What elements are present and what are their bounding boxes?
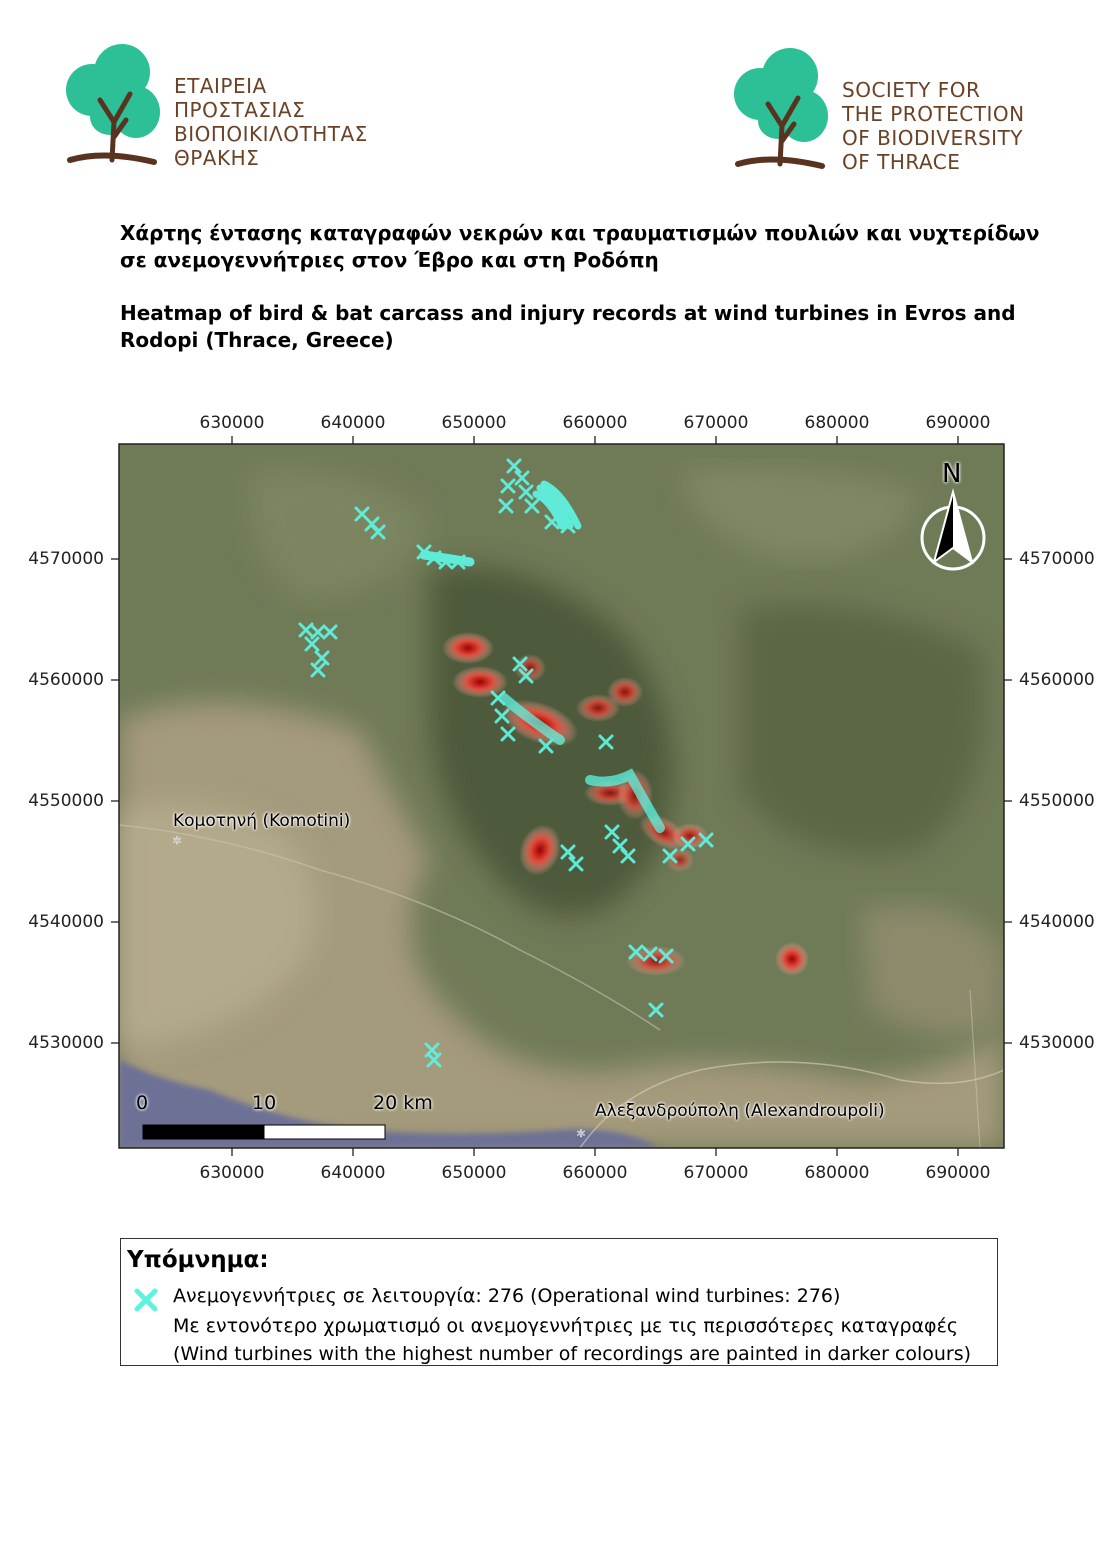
x-tick-bottom: 690000 [925, 1163, 991, 1183]
title-greek [120, 220, 1040, 274]
title-english-line-1: Heatmap of bird & bat carcass and injury records at wind turbines in Evros and [120, 301, 1016, 325]
x-tick-bottom: 680000 [804, 1163, 870, 1183]
legend-note-english: (Wind turbines with the highest number of recordings are painted in darker colours) [173, 1343, 972, 1365]
x-tick-bottom: 640000 [320, 1163, 386, 1183]
legend-turbines: Ανεμογεννήτριες σε λειτουργία: 276 (Operational wind turbines: 276) [173, 1285, 841, 1307]
title-english [120, 300, 1040, 354]
x-tick-bottom: 630000 [199, 1163, 265, 1183]
x-tick-top: 660000 [562, 413, 628, 433]
title-greek-line-2: σε ανεμογεννήτριες στον Έβρο και στη Ροδόπη [120, 248, 659, 272]
alexandroupoli-marker-icon: * [577, 1126, 585, 1145]
x-tick-top: 690000 [925, 413, 991, 433]
y-tick-left: 4530000 [28, 1033, 104, 1053]
x-tick-top: 670000 [683, 413, 749, 433]
logo-right [732, 46, 1062, 176]
y-tick-left: 4540000 [28, 912, 104, 932]
title-greek-line-1: Χάρτης έντασης καταγραφών νεκρών και τραυματισμών πουλιών και νυχτερίδων [120, 221, 1040, 245]
x-tick-bottom: 660000 [562, 1163, 628, 1183]
legend-title: Υπόμνημα: [127, 1247, 269, 1273]
place-label-alexandroupoli: Αλεξανδρούπολη (Alexandroupoli) [595, 1101, 885, 1121]
y-tick-left: 4560000 [28, 670, 104, 690]
logo-right-line-1: SOCIETY FOR [842, 78, 981, 102]
logo-right-line-4: OF THRACE [842, 150, 961, 174]
heat-blob [666, 848, 694, 872]
legend-note-greek: Με εντονότερο χρωματισμό οι ανεμογεννήτριες με τις περισσότερες καταγραφές [173, 1315, 958, 1337]
logo-left [64, 42, 394, 172]
y-tick-left: 4550000 [28, 791, 104, 811]
heat-blob [442, 632, 494, 664]
heat-blob [607, 677, 643, 707]
y-tick-left: 4570000 [28, 549, 104, 569]
tree-logo-icon [732, 46, 832, 171]
x-tick-top: 630000 [199, 413, 265, 433]
scale-label-20: 20 km [373, 1092, 433, 1114]
logo-left-line-1: ΕΤΑΙΡΕΙΑ [174, 74, 267, 98]
map-frame[interactable] [100, 430, 1030, 1165]
place-label-komotini: Κομοτηνή (Komotini) [173, 811, 351, 831]
logo-left-line-2: ΠΡΟΣΤΑΣΙΑΣ [174, 98, 306, 122]
legend-box [120, 1238, 998, 1366]
scale-label-0: 0 [136, 1092, 149, 1114]
scale-bar [143, 1125, 385, 1139]
turbine-cross-icon [133, 1287, 159, 1313]
logo-right-line-2: THE PROTECTION [842, 102, 1025, 126]
tree-logo-icon [64, 42, 164, 167]
north-label: N [942, 459, 962, 489]
logo-right-line-3: OF BIODIVERSITY [842, 126, 1024, 150]
scale-label-10: 10 [252, 1092, 277, 1114]
x-tick-bottom: 670000 [683, 1163, 749, 1183]
heat-blob [514, 654, 546, 682]
y-tick-right: 4530000 [1019, 1033, 1095, 1053]
satellite-basemap [119, 444, 1004, 1148]
x-tick-top: 650000 [441, 413, 507, 433]
y-tick-right: 4570000 [1019, 549, 1095, 569]
x-tick-bottom: 650000 [441, 1163, 507, 1183]
komotini-marker-icon: * [173, 833, 181, 852]
title-english-line-2: Rodopi (Thrace, Greece) [120, 328, 394, 352]
logo-left-line-4: ΘΡΑΚΗΣ [174, 146, 260, 170]
x-tick-top: 680000 [804, 413, 870, 433]
y-tick-right: 4540000 [1019, 912, 1095, 932]
heat-blob [775, 942, 809, 976]
x-tick-top: 640000 [320, 413, 386, 433]
y-tick-right: 4550000 [1019, 791, 1095, 811]
heat-blob [452, 666, 508, 698]
y-tick-right: 4560000 [1019, 670, 1095, 690]
logo-left-line-3: ΒΙΟΠΟΙΚΙΛΟΤΗΤΑΣ [174, 122, 368, 146]
